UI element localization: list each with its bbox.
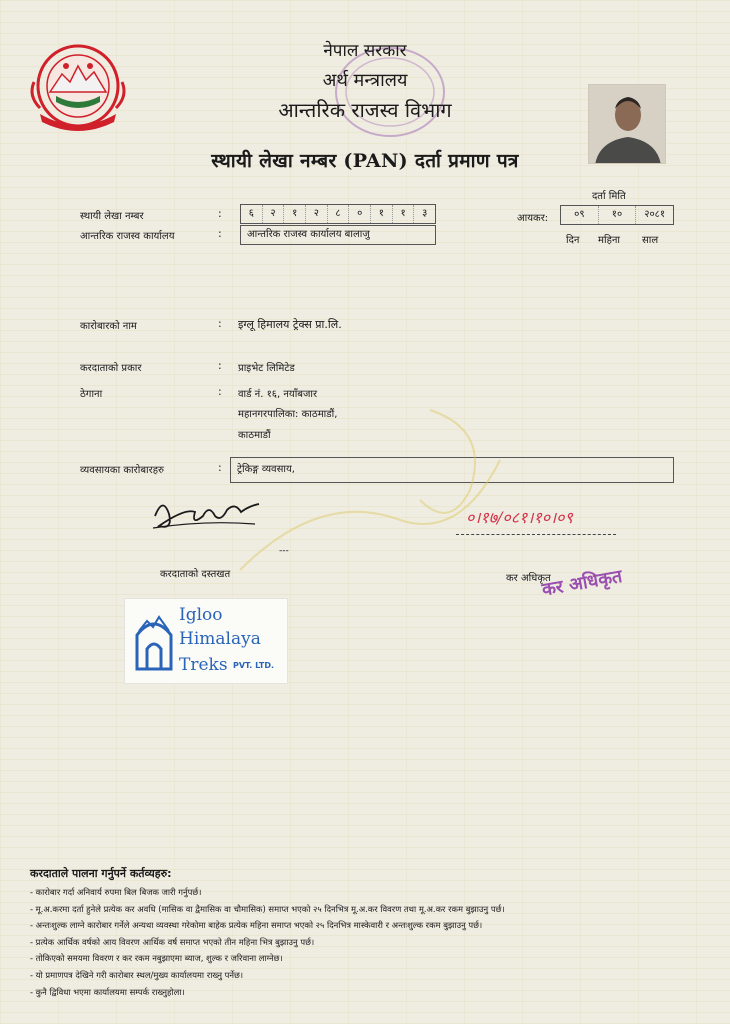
- registration-month: १०: [599, 206, 637, 224]
- office-value: आन्तरिक राजस्व कार्यालय बालाजु: [240, 225, 436, 245]
- address-colon: :: [218, 385, 222, 398]
- company-stamp-line3: Treks: [179, 655, 228, 675]
- registration-year: २०८१: [644, 209, 666, 220]
- taxpayer-signature-icon: [145, 486, 265, 536]
- registration-day: ०९: [561, 206, 599, 224]
- officer-label: कर अधिकृत: [506, 573, 551, 584]
- duty-item: - कारोबार गर्दा अनिवार्य रुपमा बिल बिजक जारी गर्नुपर्छ।: [30, 887, 202, 897]
- pan-colon: :: [218, 207, 222, 220]
- pan-digit: १: [284, 205, 306, 223]
- taxpayer-type-value: प्राइभेट लिमिटेड: [238, 363, 295, 374]
- pan-digit: ०: [349, 205, 371, 223]
- registration-office-label: आयकर:: [517, 213, 549, 224]
- officer-stamp: कर अधिकृत: [540, 565, 624, 601]
- pan-digit: २: [306, 205, 328, 223]
- company-stamp-suffix: PVT. LTD.: [233, 661, 275, 670]
- pan-label: स्थायी लेखा नम्बर: [80, 211, 144, 222]
- company-stamp-line1: Igloo: [179, 605, 223, 625]
- pan-digit: ८: [328, 205, 350, 223]
- day-label: दिन: [566, 235, 580, 246]
- address-line3: काठमाडौं: [238, 430, 271, 441]
- business-activity-value: ट्रेकिङ्ग व्यवसाय,: [230, 457, 674, 483]
- month-label: महिना: [598, 235, 621, 246]
- address-label: ठेगाना: [80, 389, 103, 400]
- pan-digit: ३: [422, 208, 428, 219]
- year-label: साल: [642, 235, 659, 246]
- header-government: नेपाल सरकार: [323, 41, 407, 61]
- header-department: आन्तरिक राजस्व विभाग: [278, 98, 452, 122]
- business-name-value: इग्लू हिमालय ट्रेक्स प्रा.लि.: [238, 318, 342, 331]
- company-stamp: [124, 598, 288, 684]
- business-name-colon: :: [218, 317, 222, 330]
- business-activity-label: व्यवसायका कारोबारहरु: [80, 465, 165, 476]
- pan-digit: १: [371, 205, 393, 223]
- duties-list: [30, 884, 700, 1000]
- office-label: आन्तरिक राजस्व कार्यालय: [80, 231, 175, 242]
- certificate-title: स्थायी लेखा नम्बर (PAN) दर्ता प्रमाण पत्र: [211, 150, 519, 172]
- taxpayer-type-colon: :: [218, 359, 222, 372]
- header-ministry: अर्थ मन्त्रालय: [322, 70, 408, 91]
- duty-item: - कुनै द्विविधा भएमा कार्यालयमा सम्पर्क राख्नुहोला।: [30, 986, 185, 997]
- company-stamp-line2: Himalaya: [179, 629, 261, 649]
- taxpayer-signature-mark: ---: [279, 546, 289, 556]
- duty-item: - मू.अ.करमा दर्ता हुनेले प्रत्येक कर अवधि (मासिक वा द्वैमासिक वा चौमासिक) समाप्त भएको २५ दिनभित्र मू.अ.कर विवरण तथा मू.अ.कर रकम बुझाउनु पर्छ।: [30, 903, 505, 914]
- address-line1: वार्ड नं. १६, नयाँबजार: [238, 389, 318, 400]
- pan-number-box: [240, 204, 436, 224]
- business-name-label: कारोबारको नाम: [80, 321, 137, 332]
- duty-item: - यो प्रमाणपत्र देखिने गरी कारोबार स्थल/मुख्य कार्यालयमा राख्नु पर्नेछ।: [30, 969, 244, 980]
- address-line2: महानगरपालिका: काठमाडौं,: [238, 409, 338, 420]
- duties-title: करदाताले पालना गर्नुपर्ने कर्तव्यहरु:: [30, 867, 172, 880]
- pan-digit: २: [263, 205, 285, 223]
- taxpayer-type-label: करदाताको प्रकार: [80, 363, 142, 374]
- officer-signature-line: [456, 534, 616, 535]
- registration-date-box: [560, 205, 674, 225]
- igloo-logo-icon: [133, 609, 175, 673]
- taxpayer-signature-label: करदाताको दस्तखत: [160, 569, 231, 580]
- office-colon: :: [218, 227, 222, 240]
- officer-handwritten-number: ०।१७/०८१।१०।०९: [466, 508, 573, 527]
- duty-item: - प्रत्येक आर्थिक वर्षको आय विवरण आर्थिक वर्ष समाप्त भएको तीन महिना भित्र बुझाउनु पर्छ।: [30, 936, 315, 947]
- duty-item: - तोकिएको समयमा विवरण र कर रकम नबुझाएमा ब्याज, शुल्क र जरिवाना लाग्नेछ।: [30, 953, 283, 964]
- registration-date-label: दर्ता मिति: [592, 191, 626, 202]
- duty-item: - अन्तःशुल्क लाग्ने कारोबार गर्नेले अन्यथा व्यवस्था गरेकोमा बाहेक प्रत्येक महिना समाप्त भएको २५ दिनभित्र मास्केवारी र अन्तःशुल्क रकम बुझाउनु पर्छ।: [30, 920, 483, 931]
- business-activity-colon: :: [218, 461, 222, 474]
- pan-digit: १: [393, 205, 415, 223]
- pan-digit: ६: [241, 205, 263, 223]
